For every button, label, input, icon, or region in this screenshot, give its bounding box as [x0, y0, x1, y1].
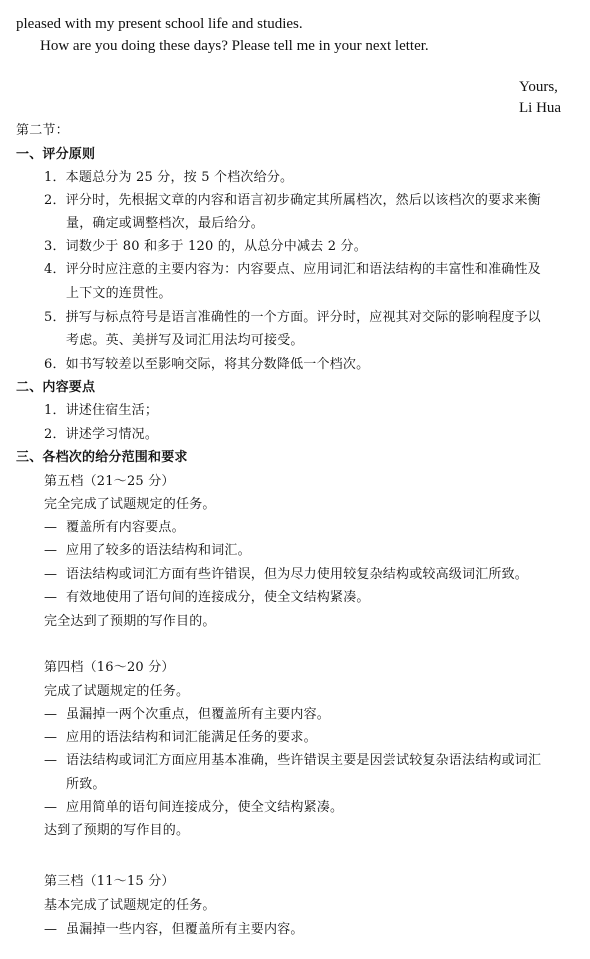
dash-bullet: —: [44, 800, 58, 815]
bands-heading: 三、各档次的给分范围和要求: [16, 450, 188, 465]
key-points-heading: 二、内容要点: [16, 380, 96, 395]
band5-conclusion: 完全达到了预期的写作目的。: [44, 614, 216, 629]
band5-point: — 应用了较多的语法结构和词汇。: [44, 543, 251, 558]
band5-point: — 语法结构或词汇方面有些许错误，但为尽力使用较复杂结构或较高级词汇所致。: [44, 567, 529, 582]
band5-point: — 覆盖所有内容要点。: [44, 520, 185, 535]
principle-item: 1．本题总分为 25 分，按 5 个档次给分。: [44, 170, 294, 185]
dash-bullet: —: [44, 567, 58, 582]
band4-conclusion: 达到了预期的写作目的。: [44, 823, 190, 838]
key-point-item: 2．讲述学习情况。: [44, 427, 159, 442]
principle-item: 3．词数少于 80 和多于 120 的，从总分中减去 2 分。: [44, 239, 367, 254]
principle-item: 2．评分时，先根据文章的内容和语言初步确定其所属档次，然后以该档次的要求来衡: [44, 193, 541, 208]
band3-summary: 基本完成了试题规定的任务。: [44, 898, 216, 913]
band4-summary: 完成了试题规定的任务。: [44, 684, 190, 699]
dash-bullet: —: [44, 730, 58, 745]
dash-bullet: —: [44, 543, 58, 558]
band5-summary: 完全完成了试题规定的任务。: [44, 497, 216, 512]
band5-title: 第五档（21～25 分）: [44, 474, 175, 489]
letter-question-line: How are you doing these days? Please tell me in your next letter.: [40, 38, 429, 54]
principle-item: 5．拼写与标点符号是语言准确性的一个方面。评分时，应视其对交际的影响程度予以: [44, 310, 541, 325]
principle-item-continuation: 量，确定或调整档次，最后给分。: [66, 216, 265, 231]
band3-title: 第三档（11～15 分）: [44, 874, 175, 889]
dash-bullet: —: [44, 753, 58, 768]
letter-closing-line: pleased with my present school life and studies.: [16, 16, 303, 32]
band4-point-continuation: 所致。: [66, 777, 106, 792]
band4-point: — 虽漏掉一两个次重点，但覆盖所有主要内容。: [44, 707, 331, 722]
band4-point: — 应用的语法结构和词汇能满足任务的要求。: [44, 730, 317, 745]
principle-item-continuation: 考虑。英、美拼写及词汇用法均可接受。: [66, 333, 304, 348]
dash-bullet: —: [44, 520, 58, 535]
principle-item: 6．如书写较差以至影响交际，将其分数降低一个档次。: [44, 357, 370, 372]
principles-heading: 一、评分原则: [16, 147, 96, 162]
band4-title: 第四档（16～20 分）: [44, 660, 175, 675]
band4-point: — 语法结构或词汇方面应用基本准确，些许错误主要是因尝试较复杂语法结构或词汇: [44, 753, 542, 768]
principle-item-continuation: 上下文的连贯性。: [66, 286, 172, 301]
key-point-item: 1．讲述住宿生活；: [44, 403, 159, 418]
band5-point: — 有效地使用了语句间的连接成分，使全文结构紧凑。: [44, 590, 370, 605]
letter-signature: Li Hua: [519, 100, 562, 116]
band4-point: — 应用简单的语句间连接成分，使全文结构紧凑。: [44, 800, 344, 815]
band3-point: — 虽漏掉一些内容，但覆盖所有主要内容。: [44, 922, 304, 937]
dash-bullet: —: [44, 922, 58, 937]
dash-bullet: —: [44, 707, 58, 722]
dash-bullet: —: [44, 590, 58, 605]
principle-item: 4．评分时应注意的主要内容为：内容要点、应用词汇和语法结构的丰富性和准确性及: [44, 262, 541, 277]
section-title: 第二节：: [16, 123, 69, 138]
letter-sign-off: Yours,: [519, 79, 558, 95]
